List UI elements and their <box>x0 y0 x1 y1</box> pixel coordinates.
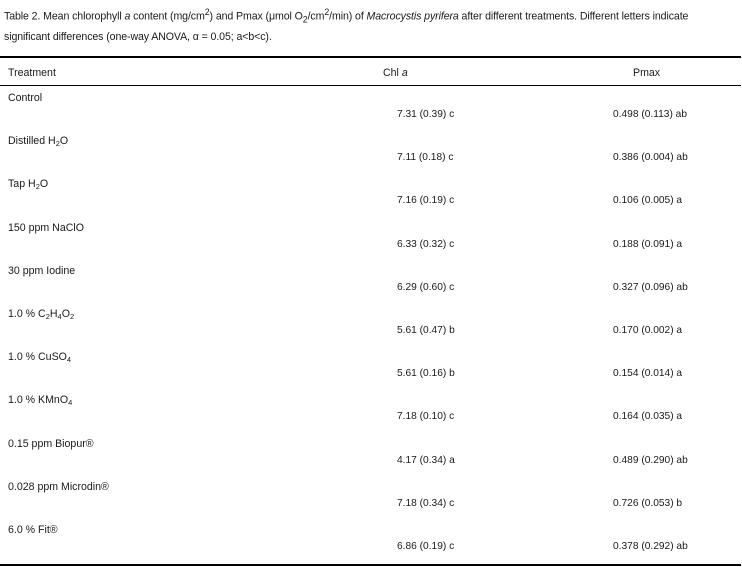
header-chl-italic: a <box>401 67 408 79</box>
caption-subscript: 2 <box>302 14 308 25</box>
pmax-value: 0.498 (0.113) ab <box>613 109 688 120</box>
table-body <box>0 88 741 563</box>
pmax-value: 0.378 (0.292) ab <box>613 540 688 552</box>
subscript: 4 <box>66 355 72 365</box>
table-row <box>0 477 741 520</box>
table-top-rule <box>0 56 741 58</box>
name-part: Tap H <box>8 178 36 191</box>
treatment-name: 30 ppm Iodine <box>8 264 76 277</box>
table-row <box>0 434 741 477</box>
header-treatment: Treatment <box>8 67 56 79</box>
treatment-name <box>8 307 74 321</box>
chl-a-value: 7.11 (0.18) c <box>397 152 454 164</box>
table-row <box>0 520 741 563</box>
caption-text: /cm <box>307 10 325 23</box>
subscript: 2 <box>69 311 75 321</box>
caption-text: after different treatments. Different letters indicate significant differences (one-way ANOVA, α = 0.05; a<b<c). <box>4 10 689 43</box>
name-part: O <box>39 178 49 191</box>
caption-text: ) and Pmax (μmol O <box>209 10 303 23</box>
chl-a-value: 6.86 (0.19) c <box>397 540 455 552</box>
treatment-name <box>8 393 72 407</box>
name-part: 1.0 % CuSO <box>8 351 67 364</box>
treatment-name: 0.15 ppm Biopur® <box>8 437 94 450</box>
treatment-name <box>8 134 68 148</box>
table-row <box>0 261 741 304</box>
chl-a-value: 6.29 (0.60) c <box>397 281 455 293</box>
caption-text: /min) of <box>329 10 367 23</box>
pmax-value: 0.170 (0.002) a <box>613 324 683 336</box>
header-chl-a <box>383 66 408 80</box>
table-row <box>0 347 741 390</box>
name-part: O <box>61 307 70 320</box>
treatment-name: 6.0 % Fit® <box>8 523 58 536</box>
treatment-name: 0.028 ppm Microdin® <box>8 480 109 493</box>
name-part: 1.0 % KMnO <box>8 394 69 407</box>
treatment-name: 150 ppm NaClO <box>8 221 84 234</box>
table-row <box>0 131 741 174</box>
pmax-value: 0.726 (0.053) b <box>613 497 683 509</box>
table-header-rule <box>0 85 741 86</box>
pmax-value: 0.327 (0.096) ab <box>613 281 688 293</box>
name-part: H <box>49 307 58 320</box>
chl-a-value: 7.18 (0.34) c <box>397 497 455 509</box>
table-row <box>0 88 741 131</box>
subscript: 2 <box>55 139 60 149</box>
caption-superscript: 2 <box>324 7 330 17</box>
chl-a-value: 5.61 (0.47) b <box>397 324 455 336</box>
header-chl-prefix: Chl <box>383 67 402 79</box>
treatment-name: Control <box>8 92 43 104</box>
pmax-value: 0.386 (0.004) ab <box>613 152 688 164</box>
caption-text: content (mg/cm <box>130 10 205 23</box>
chl-a-value: 7.31 (0.39) c <box>397 109 455 120</box>
chl-a-value: 7.16 (0.19) c <box>397 195 455 207</box>
chl-a-value: 7.18 (0.10) c <box>397 411 455 423</box>
subscript: 4 <box>68 398 73 408</box>
subscript: 2 <box>35 182 40 192</box>
table-row <box>0 218 741 261</box>
pmax-value: 0.106 (0.005) a <box>613 195 683 207</box>
name-part: O <box>59 135 69 148</box>
chl-a-value: 6.33 (0.32) c <box>397 238 455 250</box>
name-part: 1.0 % C <box>8 307 46 320</box>
subscript: 4 <box>57 311 62 321</box>
table-caption <box>4 4 732 46</box>
pmax-value: 0.188 (0.091) a <box>613 238 683 250</box>
caption-text: Table 2. Mean chlorophyll <box>4 10 125 23</box>
subscript: 2 <box>45 311 50 321</box>
table-row <box>0 174 741 217</box>
table-row <box>0 390 741 433</box>
name-part: Distilled H <box>8 135 56 148</box>
treatment-name <box>8 177 48 191</box>
table-row <box>0 304 741 347</box>
pmax-value: 0.489 (0.290) ab <box>613 454 688 466</box>
caption-species: Macrocystis pyrifera <box>366 10 459 23</box>
chl-a-value: 4.17 (0.34) a <box>397 454 455 466</box>
treatment-name <box>8 350 71 364</box>
caption-superscript: 2 <box>204 7 210 17</box>
chl-a-value: 5.61 (0.16) b <box>397 368 455 380</box>
pmax-value: 0.154 (0.014) a <box>613 368 683 380</box>
caption-italic-a: a <box>124 10 131 23</box>
pmax-value: 0.164 (0.035) a <box>613 411 683 423</box>
table-bottom-rule <box>0 564 741 566</box>
header-pmax: Pmax <box>633 67 661 79</box>
